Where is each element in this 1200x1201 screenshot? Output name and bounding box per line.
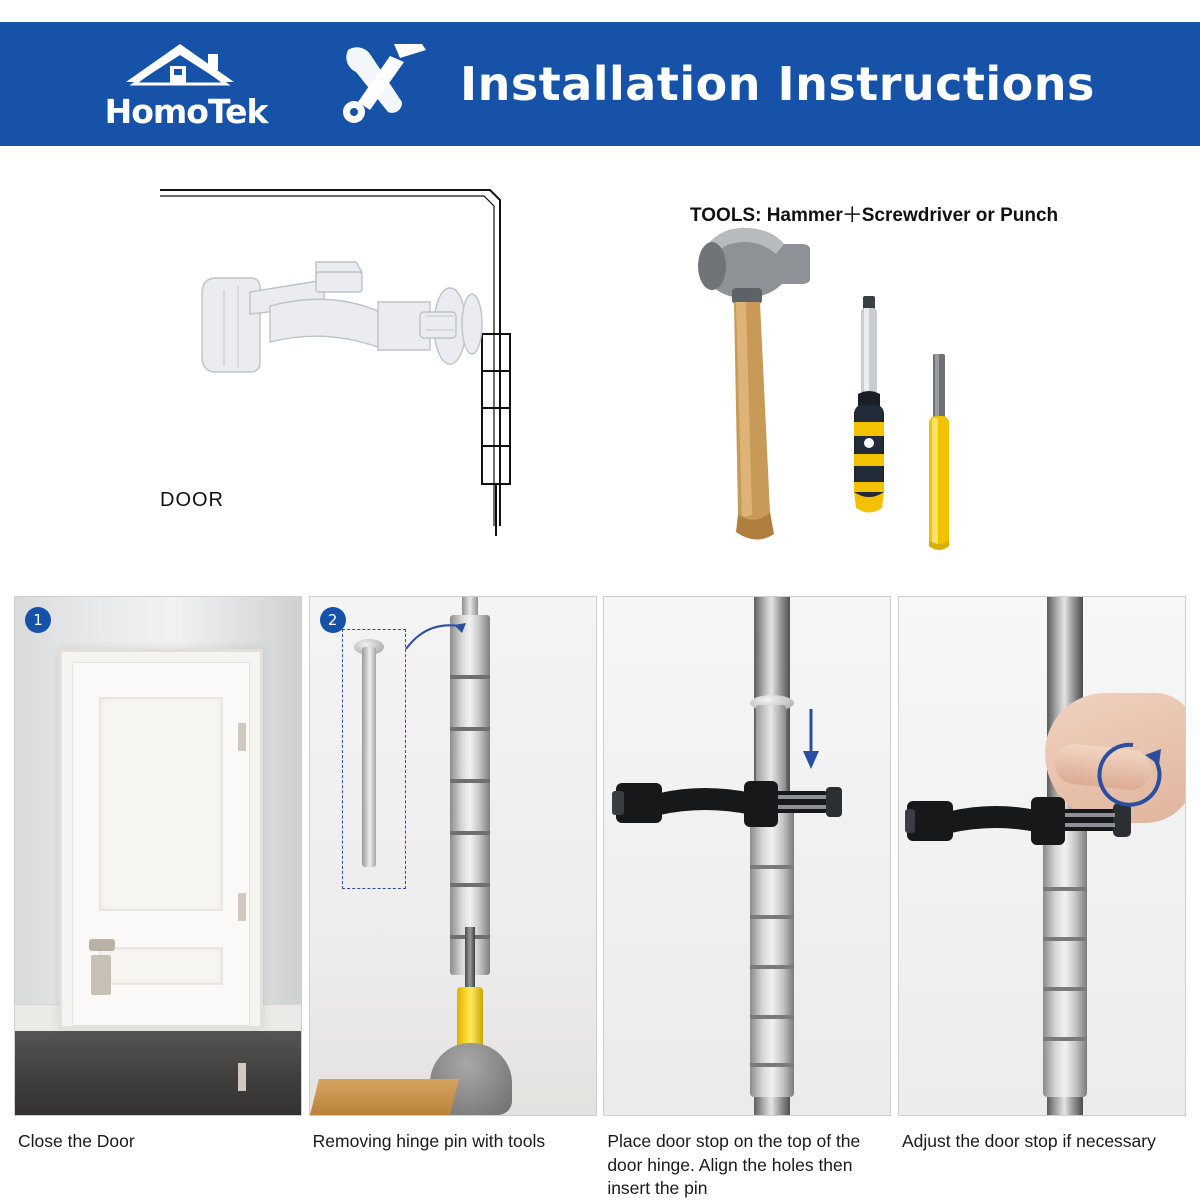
door-hinge-outline-icon (120, 166, 780, 596)
step-badge-2: 2 (320, 607, 346, 633)
step-panel-1 (14, 596, 302, 1200)
wrench-screwdriver-icon (330, 36, 434, 132)
steps-row (0, 596, 1200, 1200)
step-badge-1: 1 (25, 607, 51, 633)
down-arrow-icon (800, 707, 822, 771)
overview-diagram (0, 146, 1200, 596)
door-label: DOOR (160, 489, 224, 511)
header-inner (86, 36, 1095, 132)
step-panel-3 (603, 596, 891, 1200)
brand-wordmark: HomoTek (104, 92, 268, 131)
hammer-icon (690, 222, 810, 552)
screwdriver-icon (830, 296, 910, 566)
step-caption-1: Close the Door (18, 1131, 135, 1151)
step-panel-4 (898, 596, 1186, 1200)
door-stop-bracket-icon (612, 775, 870, 833)
step-panel-2 (309, 596, 597, 1200)
door-stop-placement-photo (603, 596, 891, 1116)
punch-icon (915, 354, 965, 554)
door-stop-adjust-photo (898, 596, 1186, 1116)
closed-door-photo (14, 596, 302, 1116)
step-caption-4: Adjust the door stop if necessary (901, 1131, 1156, 1151)
step-caption-3: Place door stop on the top of the door hinge. Align the holes then insert the pin (607, 1131, 861, 1199)
rotate-arrow-icon (1093, 735, 1167, 809)
hinge-pin-removal-photo (309, 596, 597, 1116)
page-title: Installation Instructions (460, 57, 1095, 111)
page-header (0, 22, 1200, 146)
house-logo-icon (122, 42, 238, 98)
brand-logo (86, 36, 286, 132)
step-caption-2: Removing hinge pin with tools (312, 1131, 546, 1151)
tools-label: TOOLS: Hammer＋Screwdriver or Punch (690, 205, 1059, 226)
curved-arrow-icon (402, 619, 472, 653)
